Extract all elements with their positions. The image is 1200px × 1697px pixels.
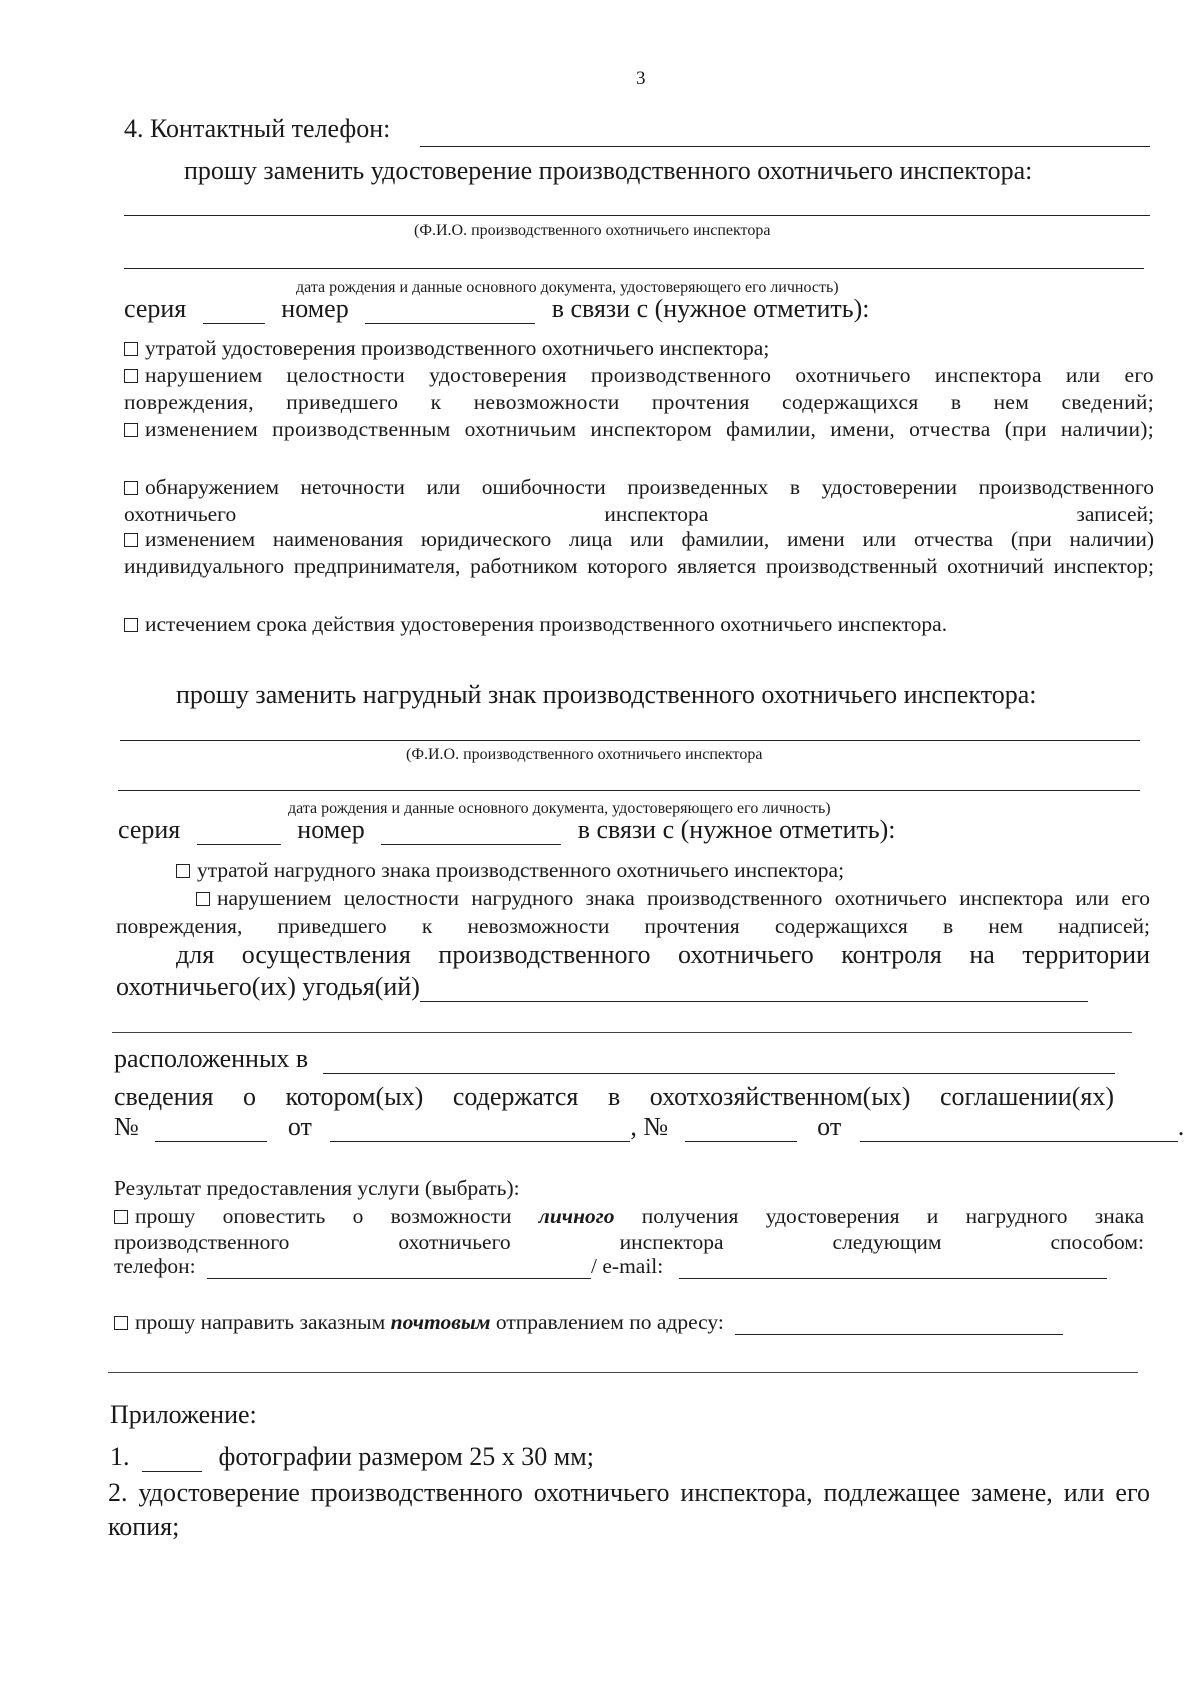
territory-text: для осуществления производственного охотничьего контроля на территории xyxy=(176,940,1150,969)
number-label: номер xyxy=(281,294,349,323)
certificate-series-row xyxy=(124,294,870,324)
number-field[interactable] xyxy=(381,826,561,845)
badge-birth-field[interactable] xyxy=(118,790,1140,791)
checkbox[interactable] xyxy=(176,864,190,878)
photo-count-field[interactable] xyxy=(142,1453,202,1472)
certificate-option-4: обнаружением неточности или ошибочности произведенных в удостоверении производственного охотничьего инспектора записей; xyxy=(124,475,1154,526)
checkbox[interactable] xyxy=(124,369,138,383)
certificate-heading: прошу заменить удостоверение производственного охотничьего инспектора: xyxy=(184,156,1033,185)
series-label: серия xyxy=(118,815,181,844)
attachments-label: Приложение: xyxy=(110,1400,257,1429)
contact-phone-field[interactable] xyxy=(420,146,1150,147)
certificate-option-1: утратой удостоверения производственного охотничьего инспектора; xyxy=(124,336,769,361)
phone-field[interactable] xyxy=(207,1260,591,1279)
agreement-date-2[interactable] xyxy=(860,1123,1178,1142)
certificate-option-3: изменением производственным охотничьим инспектором фамилии, имени, отчества (при наличии); xyxy=(124,416,1154,443)
checkbox[interactable] xyxy=(124,533,138,547)
certificate-fio-caption: (Ф.И.О. производственного охотничьего инспектора xyxy=(414,222,771,239)
checkbox[interactable] xyxy=(114,1210,128,1224)
series-label: серия xyxy=(124,294,187,323)
agreement-text: сведения о котором(ых) содержатся в охотхозяйственном(ых) соглашении(ях) xyxy=(114,1082,1114,1111)
address-field-2[interactable] xyxy=(108,1372,1138,1373)
located-row: расположенных в xyxy=(114,1044,1115,1074)
certificate-option-5: изменением наименования юридического лица или фамилии, имени или отчества (при наличии) индивидуального предпринимателя, работником которого является производственный охотничий инспектор; xyxy=(124,527,1154,578)
result-option-1-line2: производственного охотничьего инспектора следующим способом: xyxy=(114,1230,1144,1254)
certificate-option-2: нарушением целостности удостоверения производственного охотничьего инспектора или его повреждения, приведшего к невозможности прочтения содержащихся в нем сведений; xyxy=(124,363,1154,414)
certificate-fio-field[interactable] xyxy=(124,215,1150,216)
number-field[interactable] xyxy=(365,305,535,324)
number-label: номер xyxy=(297,815,365,844)
badge-fio-caption: (Ф.И.О. производственного охотничьего инспектора xyxy=(406,746,763,763)
address-field[interactable] xyxy=(735,1316,1063,1335)
result-label: Результат предоставления услуги (выбрать): xyxy=(114,1176,520,1200)
checkbox[interactable] xyxy=(124,618,138,632)
reason-label: в связи с (нужное отметить): xyxy=(551,294,870,323)
certificate-birth-field[interactable] xyxy=(124,268,1144,269)
location-field[interactable] xyxy=(323,1051,1115,1074)
badge-option-1: утратой нагрудного знака производственного охотничьего инспектора; xyxy=(176,858,844,883)
hunting-grounds-field[interactable] xyxy=(420,979,1088,1002)
agreement-row: № от , № от . xyxy=(114,1112,1185,1141)
territory-row: охотничьего(их) угодья(ий) xyxy=(116,972,1088,1002)
attachment-item-2: 2. удостоверение производственного охотничьего инспектора, подлежащее замене, или его копия; xyxy=(108,1478,1150,1541)
certificate-birth-caption: дата рождения и данные основного документа, удостоверяющего его личность) xyxy=(296,279,839,296)
result-contact-row: телефон: / e-mail: xyxy=(114,1254,1107,1279)
series-field[interactable] xyxy=(203,305,265,324)
reason-label: в связи с (нужное отметить): xyxy=(577,815,896,844)
email-field[interactable] xyxy=(679,1260,1107,1279)
agreement-number-1[interactable] xyxy=(155,1123,267,1142)
series-field[interactable] xyxy=(197,826,281,845)
badge-fio-field[interactable] xyxy=(120,740,1140,741)
checkbox[interactable] xyxy=(196,892,210,906)
hunting-grounds-field-2[interactable] xyxy=(112,1032,1132,1033)
contact-phone-label: 4. Контактный телефон: xyxy=(124,114,391,143)
agreement-number-2[interactable] xyxy=(685,1123,797,1142)
result-option-2: прошу направить заказным почтовым отправлением по адресу: xyxy=(114,1310,1063,1335)
checkbox[interactable] xyxy=(124,481,138,495)
checkbox[interactable] xyxy=(124,423,138,437)
checkbox[interactable] xyxy=(124,342,138,356)
badge-series-row xyxy=(118,815,896,845)
checkbox[interactable] xyxy=(114,1316,128,1330)
result-option-1: прошу оповестить о возможности личного получения удостоверения и нагрудного знака xyxy=(114,1204,1144,1229)
badge-birth-caption: дата рождения и данные основного документа, удостоверяющего его личность) xyxy=(288,800,831,817)
attachment-item-1: 1. фотографии размером 25 х 30 мм; xyxy=(110,1442,594,1471)
badge-heading: прошу заменить нагрудный знак производственного охотничьего инспектора: xyxy=(176,680,1037,709)
page-number: 3 xyxy=(636,68,646,89)
certificate-option-6: истечением срока действия удостоверения производственного охотничьего инспектора. xyxy=(124,612,947,637)
agreement-date-1[interactable] xyxy=(330,1123,630,1142)
badge-option-2: нарушением целостности нагрудного знака производственного охотничьего инспектора или его повреждения, приведшего к невозможности прочтения содержащихся в нем надписей; xyxy=(116,886,1150,938)
